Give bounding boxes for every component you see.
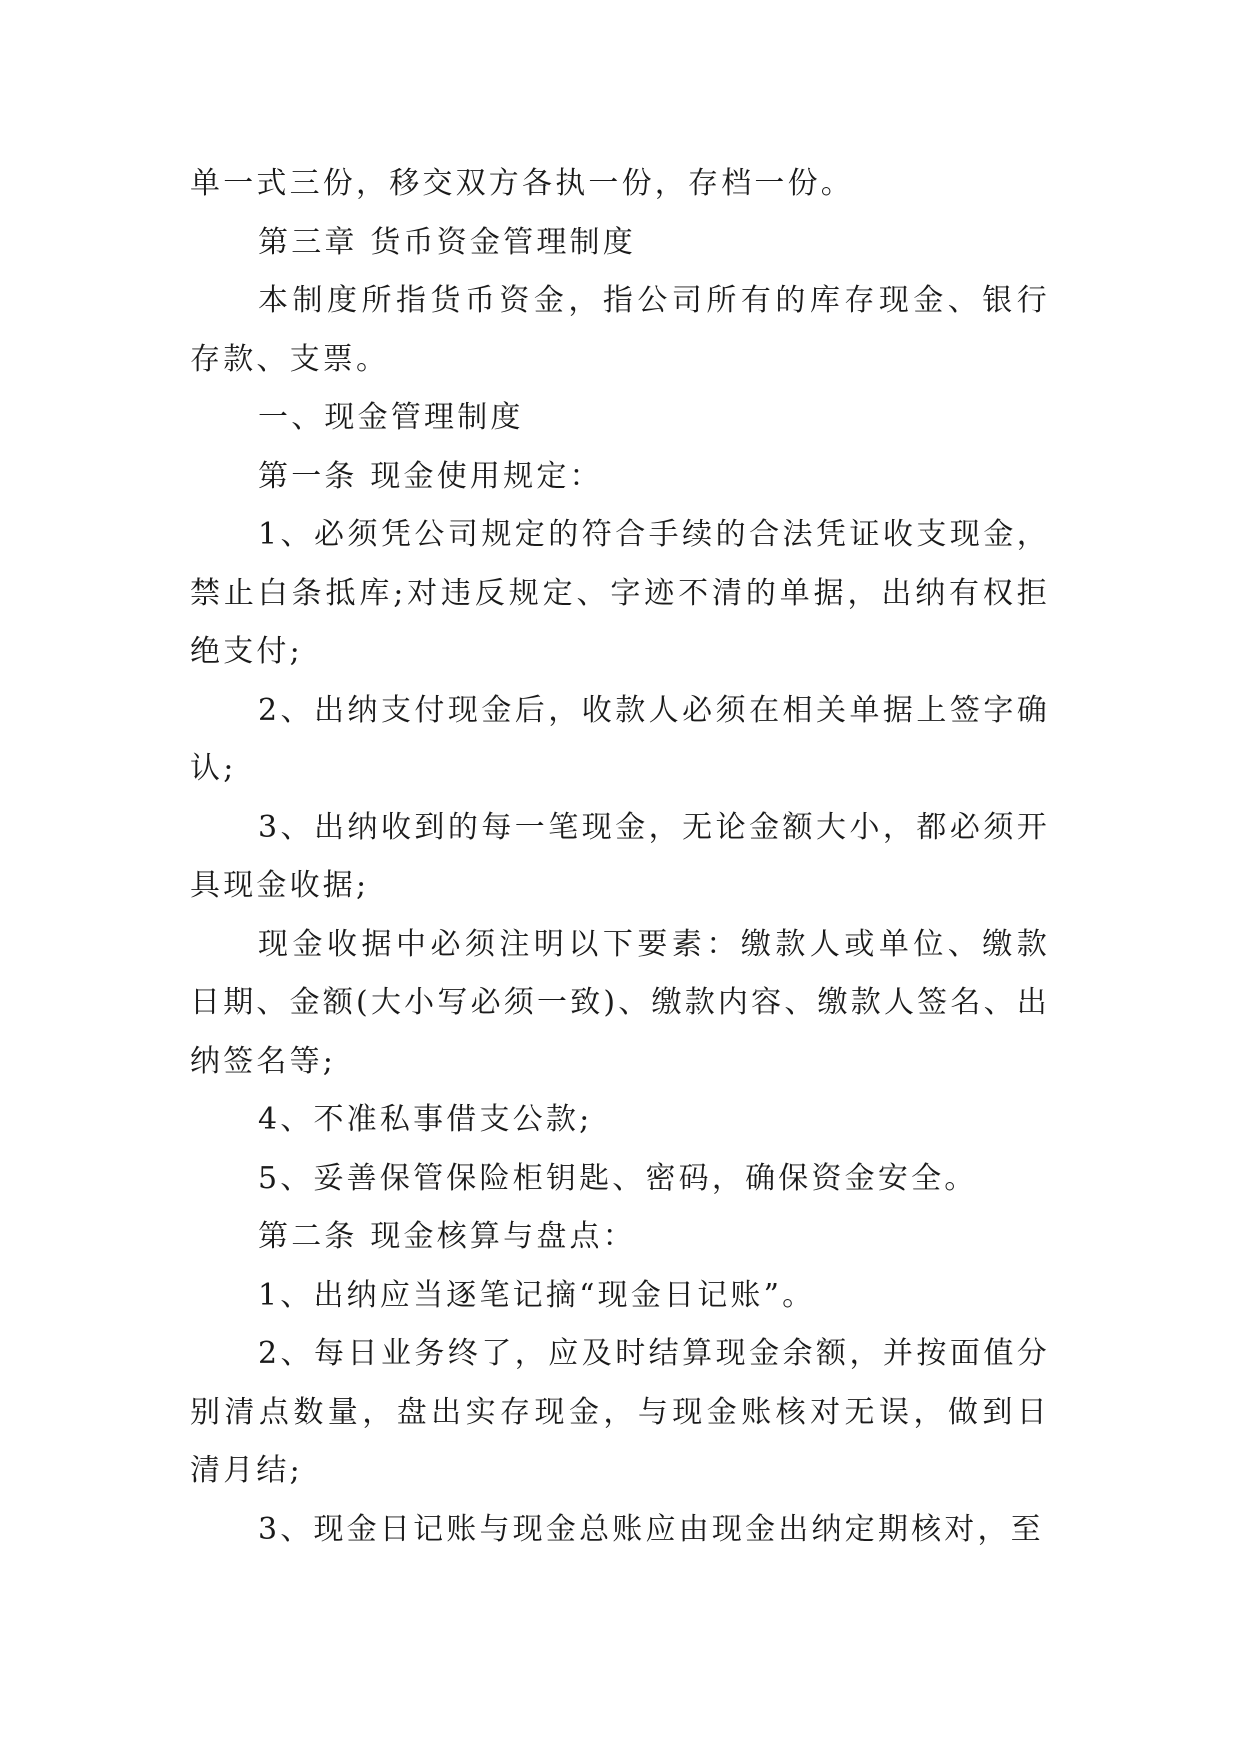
list-item: 1、出纳应当逐笔记摘“现金日记账”。 bbox=[258, 1277, 816, 1313]
list-item: 5、妥善保管保险柜钥匙、密码，确保资金安全。 bbox=[258, 1160, 978, 1196]
list-item: 2、出纳支付现金后，收款人必须在相关单据上签字确认; bbox=[190, 692, 1050, 786]
chapter-heading: 第三章 货币资金管理制度 bbox=[258, 224, 636, 260]
article-heading: 第一条 现金使用规定： bbox=[258, 458, 603, 494]
article-heading: 第二条 现金核算与盘点： bbox=[258, 1219, 636, 1254]
document-body bbox=[190, 155, 1050, 1559]
paragraph: 单一式三份，移交双方各执一份，存档一份。 bbox=[190, 166, 854, 201]
paragraph: 现金收据中必须注明以下要素：缴款人或单位、缴款日期、金额(大小写必须一致)、缴款内容、缴款人签名、出纳签名等; bbox=[190, 926, 1050, 1079]
list-item: 3、现金日记账与现金总账应由现金出纳定期核对，至 bbox=[258, 1511, 1044, 1547]
list-item: 2、每日业务终了，应及时结算现金余额，并按面值分别清点数量，盘出实存现金，与现金账核对无误，做到日清月结; bbox=[190, 1336, 1050, 1488]
list-item: 4、不准私事借支公款; bbox=[258, 1102, 593, 1137]
section-heading: 一、现金管理制度 bbox=[258, 400, 524, 435]
list-item: 1、必须凭公司规定的符合手续的合法凭证收支现金，禁止白条抵库;对违反规定、字迹不清的单据，出纳有权拒绝支付; bbox=[190, 517, 1050, 669]
paragraph: 本制度所指货币资金，指公司所有的库存现金、银行存款、支票。 bbox=[190, 283, 1050, 377]
list-item: 3、出纳收到的每一笔现金，无论金额大小，都必须开具现金收据; bbox=[190, 809, 1050, 903]
